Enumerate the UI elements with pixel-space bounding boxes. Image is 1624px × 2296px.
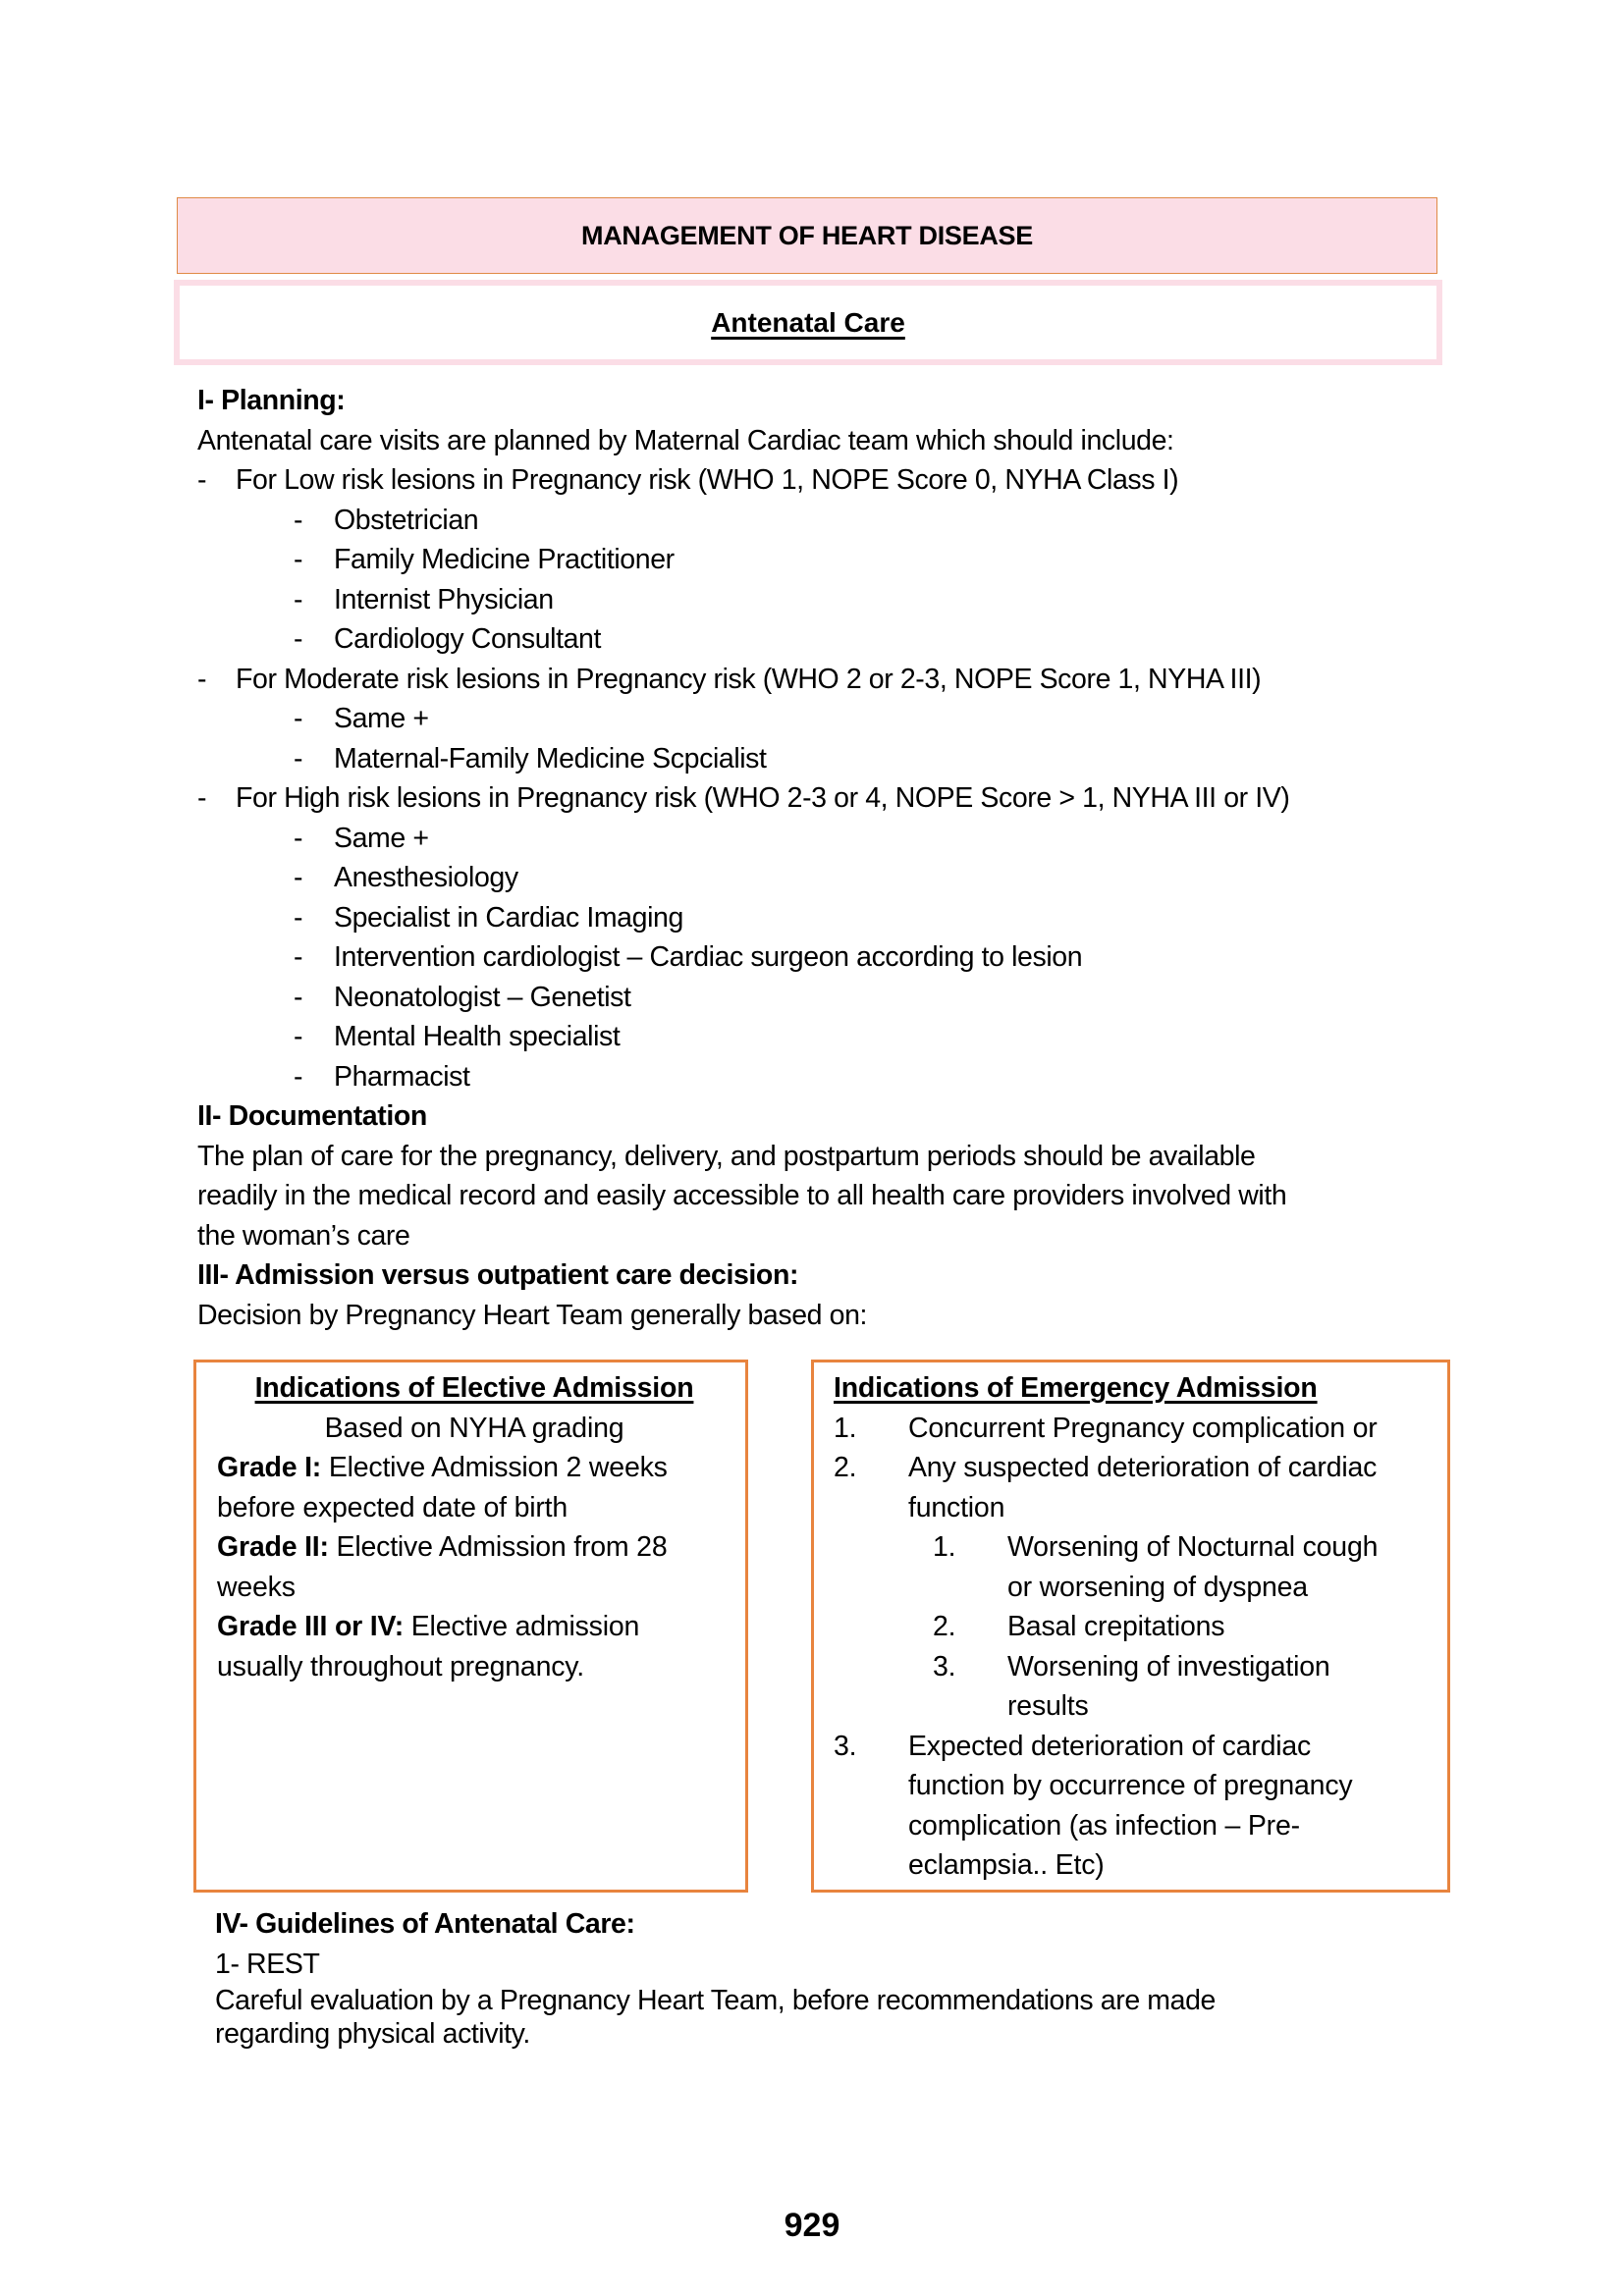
risk-group-low: - For Low risk lesions in Pregnancy risk (WHO 1, NOPE Score 0, NYHA Class I) (197, 460, 1454, 501)
documentation-text: readily in the medical record and easily accessible to all health care providers involved with (197, 1180, 1287, 1211)
admission-heading: III- Admission versus outpatient care decision: (197, 1259, 799, 1291)
emergency-admission-title: Indications of Emergency Admission (834, 1372, 1318, 1404)
planning-heading: I- Planning: (197, 385, 346, 416)
section-title: Antenatal Care (711, 306, 905, 338)
documentation-text: The plan of care for the pregnancy, delivery, and postpartum periods should be available (197, 1140, 1256, 1172)
list-item: - Mental Health specialist (294, 1021, 621, 1052)
grade-item-cont: usually throughout pregnancy. (217, 1650, 584, 1682)
emergency-admission-box (811, 1360, 1450, 1893)
list-item: - Intervention cardiologist – Cardiac surgeon according to lesion (294, 941, 1083, 973)
dash-bullet: - (197, 464, 207, 496)
documentation-text: the woman’s care (197, 1219, 410, 1252)
risk-group-moderate: - For Moderate risk lesions in Pregnancy risk (WHO 2 or 2-3, NOPE Score 1, NYHA III) (197, 663, 1262, 695)
guideline-text: Careful evaluation by a Pregnancy Heart Team, before recommendations are made (215, 1985, 1216, 2016)
list-item: - Maternal-Family Medicine Scpcialist (294, 742, 767, 774)
documentation-heading: II- Documentation (197, 1100, 427, 1132)
grade-item: Grade II: Elective Admission from 28 (217, 1531, 668, 1563)
grade-item: Grade III or IV: Elective admission (217, 1611, 640, 1642)
risk-group-high: - For High risk lesions in Pregnancy risk (WHO 2-3 or 4, NOPE Score > 1, NYHA III or IV) (197, 782, 1290, 814)
list-item: - Internist Physician (294, 583, 554, 615)
elective-admission-subtitle: Based on NYHA grading (324, 1412, 624, 1444)
list-item: - Cardiology Consultant (294, 623, 602, 655)
list-item: - Neonatologist – Genetist (294, 981, 631, 1013)
elective-admission-title: Indications of Elective Admission (254, 1372, 694, 1404)
grade-item: Grade I: Elective Admission 2 weeks (217, 1452, 668, 1483)
numbered-item: 1. Concurrent Pregnancy complication or (834, 1412, 1378, 1444)
main-content (197, 381, 1454, 1335)
list-item: - Anesthesiology (294, 862, 518, 893)
grade-item-cont: weeks (217, 1571, 296, 1603)
numbered-item: 3. Expected deterioration of cardiac function by occurrence of pregnancy complication (as infection – Pre- eclampsia.. Etc) (834, 1730, 1353, 1881)
admission-intro: Decision by Pregnancy Heart Team generally based on: (197, 1299, 868, 1331)
list-item: - Specialist in Cardiac Imaging (294, 901, 683, 934)
list-item: - Obstetrician (294, 504, 479, 536)
list-item: - Pharmacist (294, 1060, 470, 1093)
numbered-item: 2. Any suspected deterioration of cardiac function (834, 1452, 1378, 1523)
guidelines-section (215, 1904, 1433, 2051)
subtitle-banner (174, 280, 1442, 365)
planning-intro: Antenatal care visits are planned by Maternal Cardiac team which should include: (197, 424, 1174, 456)
list-item: - Family Medicine Practitioner (294, 544, 675, 575)
numbered-subitem: 2. Basal crepitations (933, 1611, 1225, 1642)
grade-item-cont: before expected date of birth (217, 1491, 568, 1523)
page-title: MANAGEMENT OF HEART DISEASE (581, 220, 1033, 250)
elective-admission-box (193, 1360, 748, 1893)
page-number: 929 (784, 2207, 840, 2244)
list-item: - Same + (294, 822, 429, 854)
title-banner (177, 197, 1437, 274)
guideline-item-rest: 1- REST (215, 1948, 320, 1980)
numbered-subitem: 3. Worsening of investigation results (933, 1650, 1330, 1722)
guidelines-heading: IV- Guidelines of Antenatal Care: (215, 1908, 635, 1940)
numbered-subitem: 1. Worsening of Nocturnal cough or worsening of dyspnea (933, 1531, 1379, 1603)
guideline-text: regarding physical activity. (215, 2018, 530, 2050)
list-item: - Same + (294, 703, 429, 734)
